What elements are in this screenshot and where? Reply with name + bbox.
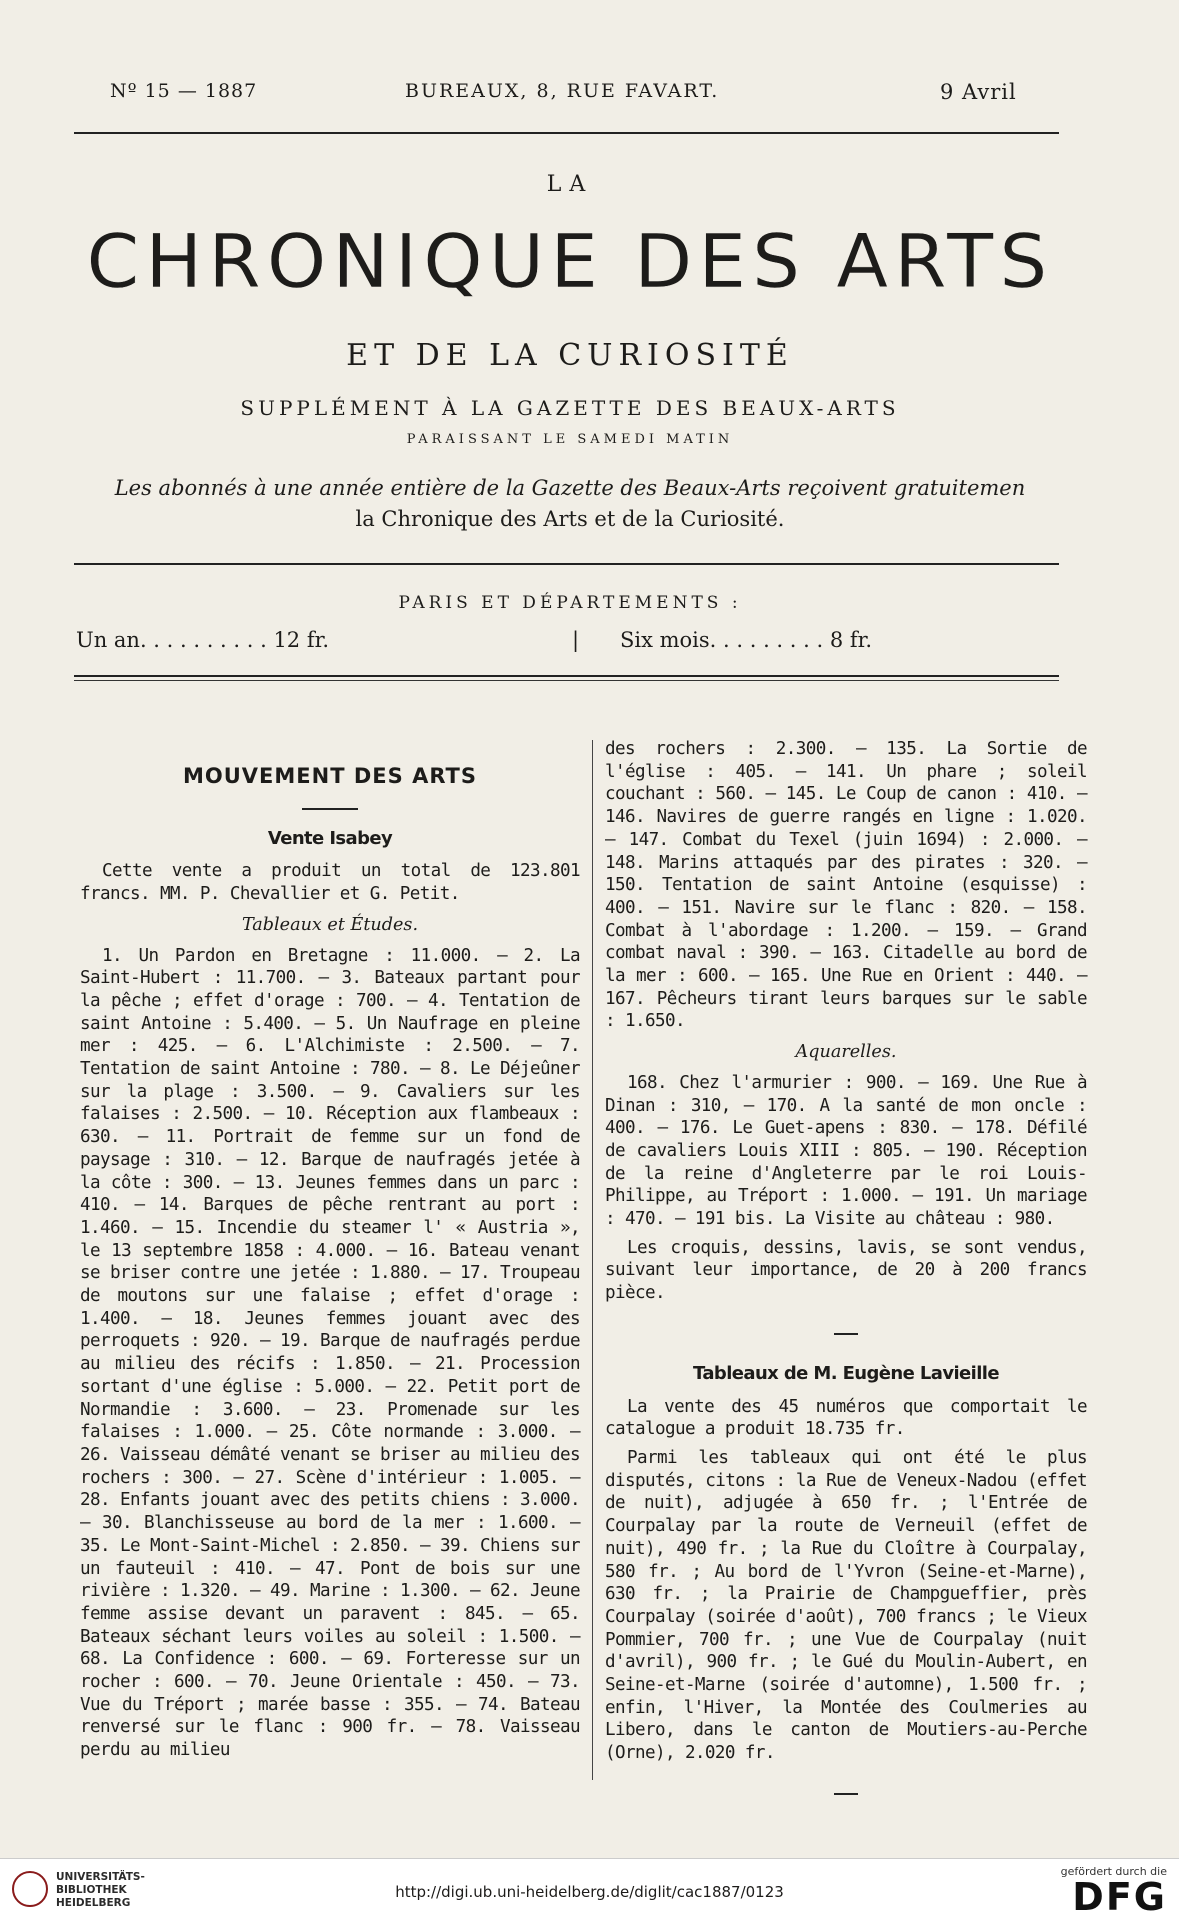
issue-date: 9 Avril [940,80,1017,104]
abonnes-line-1: Les abonnés à une année entière de la Gazette des Beaux-Arts reçoivent gratuitemen [114,476,1026,500]
masthead-subtitle: ET DE LA CURIOSITÉ [346,338,794,373]
aquarelles-subhead: Aquarelles. [795,1042,897,1063]
price-rule-top [74,675,1059,677]
lavieille-body: Parmi les tableaux qui ont été le plus disputés, citons : la Rue de Veneux-Nadou (effet de nuit), adjugée à 650 fr. ; l'Entrée de Courpalay par la route de Verneuil (effet de nuit), 490 fr. ; la Rue du Cloître à Courpalay, 580 fr. ; Au bord de l'Yvron (Seine-et-Marne), 630 fr. ; la Prairie de Champgueffier, près Courpalay (soirée d'août), 700 francs ; le Vieux Pommier, 700 fr. ; une Vue de Courpalay (nuit d'avril), 900 fr. ; le Gué du Moulin-Aubert, en Seine-et-Marne (soirée d'automne), 1.500 fr. ; enfin, l'Hiver, la Montée des Coulmeries au Libero, dans le canton de Moutiers-au-Perche (Orne), 2.020 fr. [605,1447,1087,1764]
uni-line-3: HEIDELBERG [56,1897,131,1909]
digitization-footer [0,1858,1179,1922]
sale-list-body: 1. Un Pardon en Bretagne : 11.000. — 2. La Saint-Hubert : 11.700. — 3. Bateaux partant pour la pêche ; effet d'orage : 700. — 4. Tentation de saint Antoine : 5.400. — 5. Un Naufrage en pleine mer : 425. — 6. L'Alchimiste : 2.500. — 7. Tentation de saint Antoine : 780. — 8. Le Déjeûner sur la plage : 3.500. — 9. Cavaliers sur les falaises : 2.500. — 10. Réception aux flambeaux : 630. — 11. Portrait de femme sur un fond de paysage : 310. — 12. Barque de naufragés jetée à la côte : 300. — 13. Jeunes femmes dans un parc : 410. — 14. Barques de pêche rentrant au port : 1.460. — 15. Incendie du steamer l' « Austria », le 13 septembre 1858 : 4.000. — 16. Bateau venant se briser contre une jetée : 1.880. — 17. Troupeau de moutons sur une falaise ; effet d'orage : 1.400. — 18. Jeunes femmes jouant avec des perroquets : 920. — 19. Barque de naufragés perdue au milieu des récifs : 1.850. — 21. Procession sortant d'une église : 5.000. — 22. Petit port de Normandie : 3.600. — 23. Promenade sur les falaises : 1.000. — 25. Côte normande : 3.000. — 26. Vaisseau démâté venant se briser au milieu des rochers : 300. — 27. Scène d'intérieur : 1.005. — 28. Enfants jouant avec des petits chiens : 3.000. — 30. Blanchisseuse au bord de la mer : 1.600. — 35. Le Mont-Saint-Michel : 2.850. — 39. Chiens sur un fauteuil : 410. — 47. Pont de bois sur une rivière : 1.320. — 49. Marine : 1.300. — 62. Jeune femme assise devant un paravent : 845. — 65. Bateaux séchant leurs voiles au soleil : 1.500. — 68. La Confidence : 600. — 69. Forteresse sur un rocher : 600. — 70. Jeune Orientale : 450. — 73. Vue du Tréport ; marée basse : 355. — 74. Bateau renversé sur le flanc : 900 fr. — 78. Vaisseau perdu au milieu [80,945,580,1761]
right-column [605,738,1087,1823]
uni-line-1: UNIVERSITÄTS- [56,1871,145,1883]
masthead-title: CHRONIQUE DES ARTS [86,219,1054,305]
sale-intro: Cette vente a produit un total de 123.801 francs. MM. P. Chevallier et G. Petit. [80,861,580,905]
lavieille-title: Tableaux de M. Eugène Lavieille [693,1362,999,1384]
column-separator [592,740,593,1780]
masthead-rule [74,563,1059,565]
paris-departements: PARIS ET DÉPARTEMENTS : [398,593,742,613]
title-dash [302,808,358,810]
price-six-months: Six mois. . . . . . . . . 8 fr. [620,628,873,652]
abonnes-line-2: la Chronique des Arts et de la Curiosité. [355,507,785,531]
section-title: MOUVEMENT DES ARTS [183,764,477,788]
dfg-logo[interactable]: DFG [1072,1875,1167,1919]
sale-list-continued: des rochers : 2.300. — 135. La Sortie de l'église : 405. — 141. Un phare ; soleil couchant : 560. — 145. Le Coup de canon : 410. — 146. Navires de guerre rangés en ligne : 1.020. — 147. Combat du Texel (juin 1694) : 2.000. — 148. Marins attaqués par des pirates : 320. — 150. Tentation de saint Antoine (esquisse) : 400. — 151. Navire sur le flanc : 820. — 158. Combat à l'abordage : 1.200. — 159. — Grand combat naval : 390. — 163. Citadelle au bord de la mer : 600. — 165. Une Rue en Orient : 440. — 167. Pêcheurs tirant leurs barques sur le sable : 1.650. [605,739,1087,1032]
price-rule-bottom [74,680,1059,681]
sale-title: Vente Isabey [267,827,393,849]
bureaux-address: BUREAUX, 8, RUE FAVART. [405,80,720,102]
masthead-supplement: SUPPLÉMENT À LA GAZETTE DES BEAUX-ARTS [240,396,900,420]
abonnes-note [60,473,1080,535]
croquis-note: Les croquis, dessins, lavis, se sont vendus, suivant leur importance, de 20 à 200 francs pièce. [605,1237,1087,1304]
end-dash [834,1793,858,1795]
header-rule [74,132,1059,134]
tableaux-subhead: Tableaux et Études. [241,914,419,935]
price-separator: | [572,628,580,652]
uni-line-2: BIBLIOTHEK [56,1884,127,1896]
section-dash [834,1333,858,1335]
aquarelles-list: 168. Chez l'armurier : 900. — 169. Une Rue à Dinan : 310, — 170. A la santé de mon oncle : 400. — 176. Le Guet-apens : 830. — 178. Défilé de cavaliers Louis XIII : 805. — 190. Réception de la reine d'Angleterre par le roi Louis-Philippe, au Tréport : 1.000. — 191. Un mariage : 470. — 191 bis. La Visite au château : 980. [605,1072,1087,1230]
left-column [80,735,580,1768]
masthead-la: LA [546,172,594,197]
permalink-url[interactable]: http://digi.ub.uni-heidelberg.de/diglit/cac1887/0123 [395,1883,784,1901]
issue-number: Nº 15 — 1887 [110,80,258,102]
price-year: Un an. . . . . . . . . . 12 fr. [76,628,330,652]
masthead-parait: PARAISSANT LE SAMEDI MATIN [406,432,734,447]
dfg-caption: gefördert durch die [1060,1865,1167,1878]
lavieille-total: La vente des 45 numéros que comportait le catalogue a produit 18.735 fr. [605,1396,1087,1440]
